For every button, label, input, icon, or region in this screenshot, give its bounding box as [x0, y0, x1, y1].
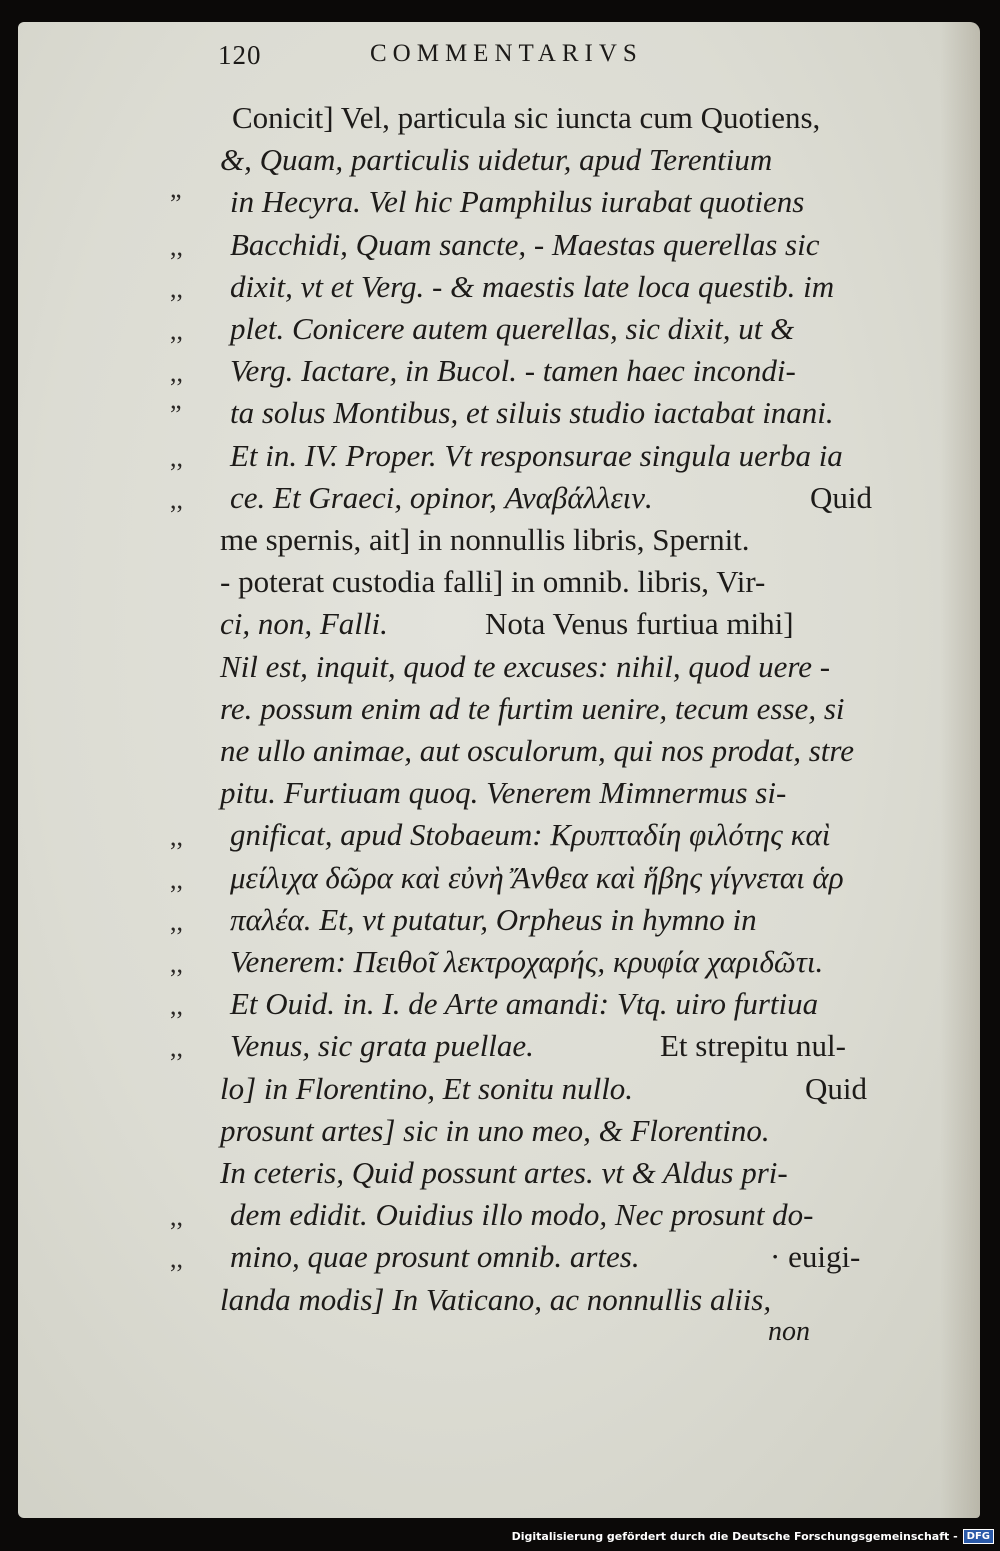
text-line: Verg. Iactare, in Bucol. - tamen haec incondi- — [230, 353, 796, 388]
running-title: COMMENTARIVS — [370, 40, 643, 67]
text-line: gnificat, apud Stobaeum: Κρυπταδίη φιλότης καὶ — [230, 817, 831, 852]
text-line: Et Ouid. in. I. de Arte amandi: Vtq. uiro furtiua — [230, 986, 819, 1021]
credit-text: Digitalisierung gefördert durch die Deutsche Forschungsgemeinschaft - — [511, 1529, 958, 1543]
text-line: lo] in Florentino, Et sonitu nullo. — [220, 1071, 634, 1106]
text-line: mino, quae prosunt omnib. artes. — [230, 1239, 640, 1274]
text-line: ne ullo animae, aut osculorum, qui nos prodat, stre — [220, 733, 855, 768]
dfg-logo: DFG — [963, 1529, 994, 1544]
text-line: Et in. IV. Proper. Vt responsurae singula uerba ia — [230, 438, 843, 473]
text-line: Nil est, inquit, quod te excuses: nihil, quod uere - — [220, 649, 831, 684]
text-line: plet. Conicere autem querellas, sic dixit, ut & — [230, 311, 795, 346]
quotation-mark: ,, — [170, 274, 183, 303]
text-line: In ceteris, Quid possunt artes. vt & Aldus pri- — [220, 1155, 788, 1190]
quotation-mark: ,, — [170, 485, 183, 514]
text-line: &, Quam, particulis uidetur, apud Terentium — [220, 142, 773, 177]
quotation-mark: ,, — [170, 907, 183, 936]
quotation-mark: ” — [170, 400, 182, 429]
lemma: Quid — [810, 480, 872, 515]
text-line: re. possum enim ad te furtim uenire, tecum esse, si — [220, 691, 845, 726]
quotation-mark: ,, — [170, 949, 183, 978]
quotation-mark: ,, — [170, 232, 183, 261]
text-line: dem edidit. Ouidius illo modo, Nec prosunt do- — [230, 1197, 814, 1232]
text-line: - poterat custodia falli] in omnib. libris, Vir- — [220, 564, 766, 599]
lemma: Nota Venus furtiua mihi] — [485, 606, 794, 641]
text-line: pitu. Furtiuam quoq. Venerem Mimnermus si- — [220, 775, 787, 810]
quotation-mark: ,, — [170, 443, 183, 472]
quotation-mark: ” — [170, 189, 182, 218]
quotation-mark: ,, — [170, 1244, 183, 1273]
quotation-mark: ,, — [170, 822, 183, 851]
catchword: non — [768, 1316, 810, 1347]
lemma: Et strepitu nul- — [660, 1028, 846, 1063]
lemma: · euigi- — [770, 1239, 861, 1274]
text-line: ci, non, Falli. — [220, 606, 388, 641]
text-line: ce. Et Graeci, opinor, Αναβάλλειν. — [230, 480, 653, 515]
page-number: 120 — [218, 40, 262, 70]
quotation-mark: ,, — [170, 358, 183, 387]
text-line: prosunt artes] sic in uno meo, & Florentino. — [220, 1113, 770, 1148]
text-line: in Hecyra. Vel hic Pamphilus iurabat quotiens — [230, 184, 805, 219]
text-line: landa modis] In Vaticano, ac nonnullis aliis, — [220, 1282, 772, 1317]
digitization-credit — [512, 1525, 994, 1547]
page-header — [218, 40, 908, 74]
lemma: Quid — [805, 1071, 867, 1106]
text-line: παλέα. Et, vt putatur, Orpheus in hymno in — [230, 902, 757, 937]
quotation-mark: ,, — [170, 865, 183, 894]
text-line: me spernis, ait] in nonnullis libris, Spernit. — [220, 522, 750, 557]
quotation-mark: ,, — [170, 991, 183, 1020]
text-line: Venus, sic grata puellae. — [230, 1028, 534, 1063]
quotation-mark: ,, — [170, 316, 183, 345]
text-line: dixit, vt et Verg. - & maestis late loca questib. im — [230, 269, 835, 304]
text-line: Conicit] Vel, particula sic iuncta cum Quotiens, — [232, 100, 821, 135]
quotation-mark: ,, — [170, 1033, 183, 1062]
quotation-mark: ,, — [170, 1202, 183, 1231]
text-line: Bacchidi, Quam sancte, - Maestas querellas sic — [230, 227, 820, 262]
text-line: μείλιχα δῶρα καὶ εὐνὴ Ἄνθεα καὶ ἥβης γίγνεται ἁρ — [230, 860, 844, 895]
text-line: ta solus Montibus, et siluis studio iactabat inani. — [230, 395, 834, 430]
text-line: Venerem: Πειθοῖ λεκτροχαρής, κρυφία χαριδῶτι. — [230, 944, 824, 979]
